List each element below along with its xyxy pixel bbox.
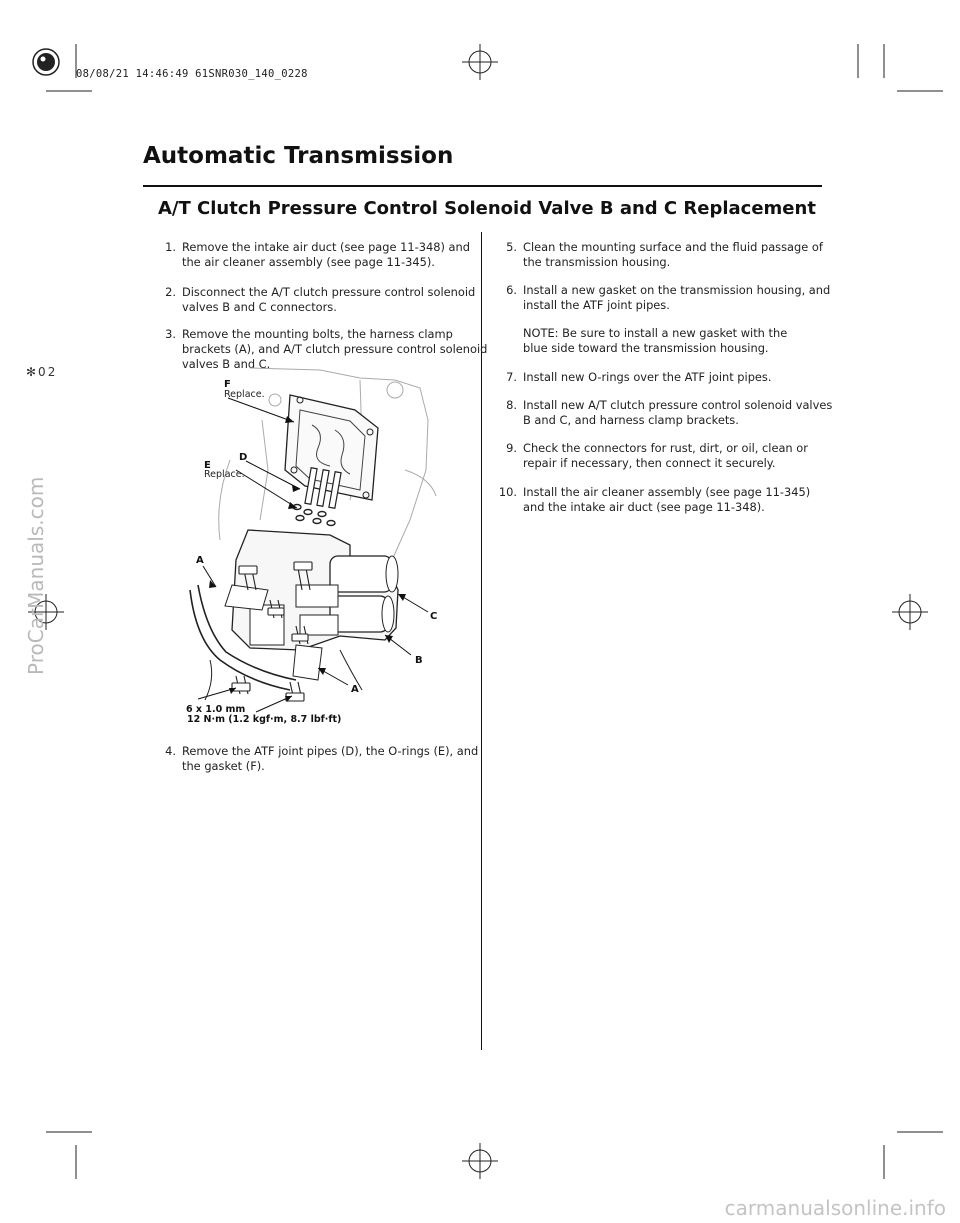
- step-2: 2. Disconnect the A/T clutch pressure control solenoid valves B and C connectors.: [165, 285, 476, 314]
- step-3: 3. Remove the mounting bolts, the harness clamp brackets (A), and A/T clutch pressure control solenoid valves B and C.: [165, 327, 488, 371]
- bolt-size: 6 x 1.0 mm: [186, 704, 246, 715]
- step-6: 6. Install a new gasket on the transmission housing, and install the ATF joint pipes.: [506, 283, 831, 312]
- step-5: 5. Clean the mounting surface and the fluid passage of the transmission housing.: [506, 240, 823, 269]
- step-9: 9. Check the connectors for rust, dirt, or oil, clean or repair if necessary, then connect it securely.: [506, 441, 808, 470]
- side-mark: ✻02: [26, 365, 58, 379]
- label-b: B: [415, 655, 423, 666]
- page-title: A/T Clutch Pressure Control Solenoid Valve B and C Replacement: [158, 198, 816, 219]
- label-e-replace: Replace.: [204, 469, 245, 480]
- label-c: C: [430, 611, 438, 622]
- bolt-torque: 12 N·m (1.2 kgf·m, 8.7 lbf·ft): [187, 714, 342, 725]
- watermark-bottom: carmanualsonline.info: [724, 1196, 946, 1220]
- step-4: 4. Remove the ATF joint pipes (D), the O-rings (E), and the gasket (F).: [165, 744, 479, 773]
- step-8: 8. Install new A/T clutch pressure control solenoid valves B and C, and harness clamp brackets.: [506, 398, 833, 427]
- step-6-note: NOTE: Be sure to install a new gasket with the blue side toward the transmission housing.: [523, 326, 788, 355]
- watermark-left: ProCarManuals.com: [24, 476, 48, 675]
- label-e: E: [204, 460, 211, 471]
- label-f-replace: Replace.: [224, 389, 265, 400]
- label-f: F: [224, 379, 231, 390]
- step-7: 7. Install new O-rings over the ATF joint pipes.: [506, 370, 772, 384]
- print-stamp: 08/08/21 14:46:49 61SNR030_140_0228: [76, 68, 308, 80]
- step-10: 10. Install the air cleaner assembly (see page 11-345) and the intake air duct (see page 11-348).: [498, 485, 811, 514]
- label-d: D: [239, 452, 248, 463]
- step-1: 1. Remove the intake air duct (see page 11-348) and the air cleaner assembly (see page 11-345).: [165, 240, 470, 269]
- label-a-top: A: [196, 555, 204, 566]
- label-a-bottom: A: [351, 684, 359, 695]
- section-title: Automatic Transmission: [143, 143, 454, 169]
